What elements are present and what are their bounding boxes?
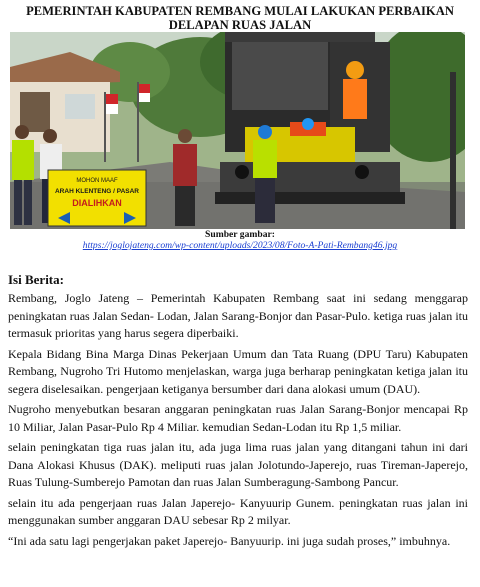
title-line-1: PEMERINTAH KABUPATEN REMBANG MULAI LAKUKAN PERBAIKAN xyxy=(26,4,454,18)
sign-line-3: DIALIHKAN xyxy=(72,198,122,208)
image-caption xyxy=(0,229,480,251)
source-link[interactable]: https://joglojateng.com/wp-content/uploads/2023/08/Foto-A-Pati-Rembang46.jpg xyxy=(82,240,398,251)
article-title xyxy=(10,4,470,32)
paragraph-3: Nugroho menyebutkan besaran anggaran peningkatan ruas Jalan Sarang-Bonjor mencapai Rp 10 Miliar, Jalan Pasar-Pulo Rp 4 Miliar. kemudian Sedan-Lodan itu Rp 1,5 miliar. xyxy=(8,402,468,434)
paragraph-1: Rembang, Joglo Jateng – Pemerintah Kabupaten Rembang saat ini sedang menggarap peningkatan ruas Jalan Sedan- Lodan, Jalan Sarang-Bonjor dan Pasar-Pulo. ketiga ruas jalan itu termasuk prioritas yang harus segera diperbaiki. xyxy=(8,291,468,340)
sign-line-1: MOHON MAAF xyxy=(76,178,118,184)
paragraph-4: selain peningkatan tiga ruas jalan itu, ada juga lima ruas jalan yang ditangani tahun ini dari Dana Alokasi Khusus (DAK). meliputi ruas jalan Jolotundo-Japerejo, ruas Tireman-Japerejo, Ruas Tulung-Sumberejo Pamotan dan ruas Jalan Sumberagung-Sambong Pancur. xyxy=(8,440,468,489)
caption-label: Sumber gambar: xyxy=(205,229,275,240)
article-heading: Isi Berita: xyxy=(8,272,64,287)
title-line-2: DELAPAN RUAS JALAN xyxy=(168,18,312,32)
paragraph-6: “Ini ada satu lagi pengerjakan paket Japerejo- Banyuurip. ini juga sudah proses,” imbuhnya. xyxy=(8,533,451,548)
news-photo xyxy=(10,32,465,229)
paragraph-5: selain itu ada pengerjaan ruas Jalan Japerejo- Kanyuurip Gunem. peningkatan ruas jalan ini menggunakan sumber anggaran DAU sebesar Rp 2 milyar. xyxy=(8,495,468,527)
paragraph-2: Kepala Bidang Bina Marga Dinas Pekerjaan Umum dan Tata Ruang (DPU Taru) Kabupaten Rembang, Nugroho Tri Hutomo menjelaskan, warga juga berharap peningkatan ketiga jalan itu segera diselesaikan. pengerjaan ketiganya bersumber dari dana alokasi umum (DAU). xyxy=(8,346,468,396)
article-body xyxy=(8,272,468,553)
sign-line-2: ARAH KLENTENG / PASAR xyxy=(54,188,140,195)
